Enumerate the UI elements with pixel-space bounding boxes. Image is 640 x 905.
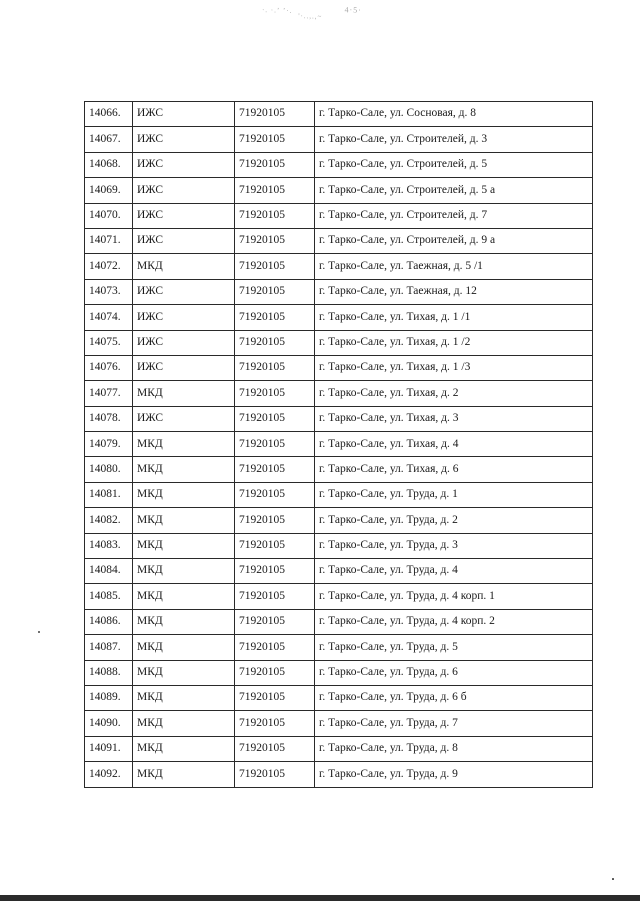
table-row <box>85 178 593 203</box>
building-type-cell: ИЖС <box>133 152 235 177</box>
building-type-cell: МКД <box>133 711 235 736</box>
address-cell: г. Тарко-Сале, ул. Труда, д. 2 <box>315 508 593 533</box>
row-number-cell: 14071. <box>85 228 133 253</box>
row-number-cell: 14091. <box>85 736 133 761</box>
oktmo-code-cell: 71920105 <box>235 102 315 127</box>
row-number-cell: 14086. <box>85 609 133 634</box>
oktmo-code-cell: 71920105 <box>235 609 315 634</box>
building-type-cell: МКД <box>133 508 235 533</box>
oktmo-code-cell: 71920105 <box>235 457 315 482</box>
table-row <box>85 533 593 558</box>
oktmo-code-cell: 71920105 <box>235 330 315 355</box>
address-cell: г. Тарко-Сале, ул. Труда, д. 4 корп. 2 <box>315 609 593 634</box>
row-number-cell: 14089. <box>85 685 133 710</box>
scan-stamp-mark <box>261 5 363 21</box>
building-type-cell: ИЖС <box>133 330 235 355</box>
building-type-cell: МКД <box>133 482 235 507</box>
table-row <box>85 305 593 330</box>
building-type-cell: МКД <box>133 254 235 279</box>
row-number-cell: 14092. <box>85 762 133 787</box>
table-row <box>85 381 593 406</box>
address-cell: г. Тарко-Сале, ул. Тихая, д. 4 <box>315 432 593 457</box>
building-type-cell: МКД <box>133 584 235 609</box>
building-type-cell: МКД <box>133 533 235 558</box>
address-cell: г. Тарко-Сале, ул. Труда, д. 4 корп. 1 <box>315 584 593 609</box>
address-cell: г. Тарко-Сале, ул. Тихая, д. 6 <box>315 457 593 482</box>
row-number-cell: 14090. <box>85 711 133 736</box>
row-number-cell: 14067. <box>85 127 133 152</box>
row-number-cell: 14074. <box>85 305 133 330</box>
oktmo-code-cell: 71920105 <box>235 660 315 685</box>
table-row <box>85 508 593 533</box>
oktmo-code-cell: 71920105 <box>235 508 315 533</box>
building-type-cell: МКД <box>133 762 235 787</box>
table-row <box>85 685 593 710</box>
address-cell: г. Тарко-Сале, ул. Тихая, д. 3 <box>315 406 593 431</box>
row-number-cell: 14070. <box>85 203 133 228</box>
building-type-cell: ИЖС <box>133 178 235 203</box>
row-number-cell: 14085. <box>85 584 133 609</box>
table-row <box>85 102 593 127</box>
address-cell: г. Тарко-Сале, ул. Таежная, д. 5 /1 <box>315 254 593 279</box>
table-row <box>85 254 593 279</box>
building-type-cell: ИЖС <box>133 127 235 152</box>
scan-mark-text: '·..,.,~ <box>298 12 323 21</box>
table-row <box>85 736 593 761</box>
row-number-cell: 14084. <box>85 559 133 584</box>
row-number-cell: 14082. <box>85 508 133 533</box>
oktmo-code-cell: 71920105 <box>235 559 315 584</box>
oktmo-code-cell: 71920105 <box>235 635 315 660</box>
building-type-cell: МКД <box>133 660 235 685</box>
oktmo-code-cell: 71920105 <box>235 127 315 152</box>
table-body <box>85 102 593 788</box>
oktmo-code-cell: 71920105 <box>235 432 315 457</box>
address-cell: г. Тарко-Сале, ул. Строителей, д. 3 <box>315 127 593 152</box>
building-type-cell: МКД <box>133 609 235 634</box>
building-type-cell: МКД <box>133 432 235 457</box>
address-cell: г. Тарко-Сале, ул. Тихая, д. 2 <box>315 381 593 406</box>
table-row <box>85 203 593 228</box>
address-registry-table <box>84 101 593 788</box>
building-type-cell: ИЖС <box>133 355 235 380</box>
building-type-cell: МКД <box>133 381 235 406</box>
building-type-cell: ИЖС <box>133 406 235 431</box>
oktmo-code-cell: 71920105 <box>235 228 315 253</box>
address-cell: г. Тарко-Сале, ул. Труда, д. 8 <box>315 736 593 761</box>
scan-speck <box>612 878 614 880</box>
address-cell: г. Тарко-Сале, ул. Таежная, д. 12 <box>315 279 593 304</box>
row-number-cell: 14078. <box>85 406 133 431</box>
oktmo-code-cell: 71920105 <box>235 584 315 609</box>
oktmo-code-cell: 71920105 <box>235 279 315 304</box>
oktmo-code-cell: 71920105 <box>235 254 315 279</box>
address-cell: г. Тарко-Сале, ул. Сосновая, д. 8 <box>315 102 593 127</box>
table-row <box>85 762 593 787</box>
scan-speck <box>38 631 40 633</box>
building-type-cell: МКД <box>133 736 235 761</box>
building-type-cell: ИЖС <box>133 279 235 304</box>
table-row <box>85 711 593 736</box>
oktmo-code-cell: 71920105 <box>235 355 315 380</box>
oktmo-code-cell: 71920105 <box>235 762 315 787</box>
table-row <box>85 559 593 584</box>
table-row <box>85 330 593 355</box>
address-cell: г. Тарко-Сале, ул. Труда, д. 7 <box>315 711 593 736</box>
address-cell: г. Тарко-Сале, ул. Строителей, д. 9 а <box>315 228 593 253</box>
address-cell: г. Тарко-Сале, ул. Труда, д. 1 <box>315 482 593 507</box>
address-cell: г. Тарко-Сале, ул. Тихая, д. 1 /3 <box>315 355 593 380</box>
building-type-cell: МКД <box>133 559 235 584</box>
address-cell: г. Тарко-Сале, ул. Труда, д. 6 б <box>315 685 593 710</box>
scan-mark-text: 4·5· <box>344 5 363 15</box>
table-row <box>85 482 593 507</box>
oktmo-code-cell: 71920105 <box>235 736 315 761</box>
address-cell: г. Тарко-Сале, ул. Тихая, д. 1 /2 <box>315 330 593 355</box>
row-number-cell: 14073. <box>85 279 133 304</box>
row-number-cell: 14069. <box>85 178 133 203</box>
oktmo-code-cell: 71920105 <box>235 178 315 203</box>
table-row <box>85 609 593 634</box>
row-number-cell: 14080. <box>85 457 133 482</box>
building-type-cell: ИЖС <box>133 228 235 253</box>
row-number-cell: 14088. <box>85 660 133 685</box>
table-row <box>85 457 593 482</box>
building-type-cell: ИЖС <box>133 203 235 228</box>
table-row <box>85 127 593 152</box>
oktmo-code-cell: 71920105 <box>235 152 315 177</box>
building-type-cell: МКД <box>133 635 235 660</box>
row-number-cell: 14079. <box>85 432 133 457</box>
building-type-cell: МКД <box>133 457 235 482</box>
address-cell: г. Тарко-Сале, ул. Труда, д. 4 <box>315 559 593 584</box>
row-number-cell: 14066. <box>85 102 133 127</box>
row-number-cell: 14075. <box>85 330 133 355</box>
table-row <box>85 635 593 660</box>
oktmo-code-cell: 71920105 <box>235 482 315 507</box>
oktmo-code-cell: 71920105 <box>235 533 315 558</box>
address-cell: г. Тарко-Сале, ул. Тихая, д. 1 /1 <box>315 305 593 330</box>
row-number-cell: 14083. <box>85 533 133 558</box>
address-cell: г. Тарко-Сале, ул. Строителей, д. 7 <box>315 203 593 228</box>
address-cell: г. Тарко-Сале, ул. Труда, д. 3 <box>315 533 593 558</box>
scan-mark-text: ·. ·.ʼ ʼ·. <box>261 6 293 15</box>
row-number-cell: 14076. <box>85 355 133 380</box>
building-type-cell: МКД <box>133 685 235 710</box>
table-row <box>85 660 593 685</box>
address-cell: г. Тарко-Сале, ул. Труда, д. 5 <box>315 635 593 660</box>
row-number-cell: 14068. <box>85 152 133 177</box>
oktmo-code-cell: 71920105 <box>235 406 315 431</box>
oktmo-code-cell: 71920105 <box>235 203 315 228</box>
address-cell: г. Тарко-Сале, ул. Труда, д. 9 <box>315 762 593 787</box>
table-row <box>85 355 593 380</box>
table-row <box>85 152 593 177</box>
table-row <box>85 432 593 457</box>
oktmo-code-cell: 71920105 <box>235 711 315 736</box>
address-cell: г. Тарко-Сале, ул. Строителей, д. 5 <box>315 152 593 177</box>
oktmo-code-cell: 71920105 <box>235 381 315 406</box>
building-type-cell: ИЖС <box>133 102 235 127</box>
scan-bottom-edge <box>0 895 640 901</box>
table-row <box>85 584 593 609</box>
building-type-cell: ИЖС <box>133 305 235 330</box>
oktmo-code-cell: 71920105 <box>235 685 315 710</box>
row-number-cell: 14087. <box>85 635 133 660</box>
table-row <box>85 406 593 431</box>
row-number-cell: 14077. <box>85 381 133 406</box>
oktmo-code-cell: 71920105 <box>235 305 315 330</box>
address-cell: г. Тарко-Сале, ул. Труда, д. 6 <box>315 660 593 685</box>
address-cell: г. Тарко-Сале, ул. Строителей, д. 5 а <box>315 178 593 203</box>
row-number-cell: 14081. <box>85 482 133 507</box>
row-number-cell: 14072. <box>85 254 133 279</box>
table-row <box>85 228 593 253</box>
table-row <box>85 279 593 304</box>
